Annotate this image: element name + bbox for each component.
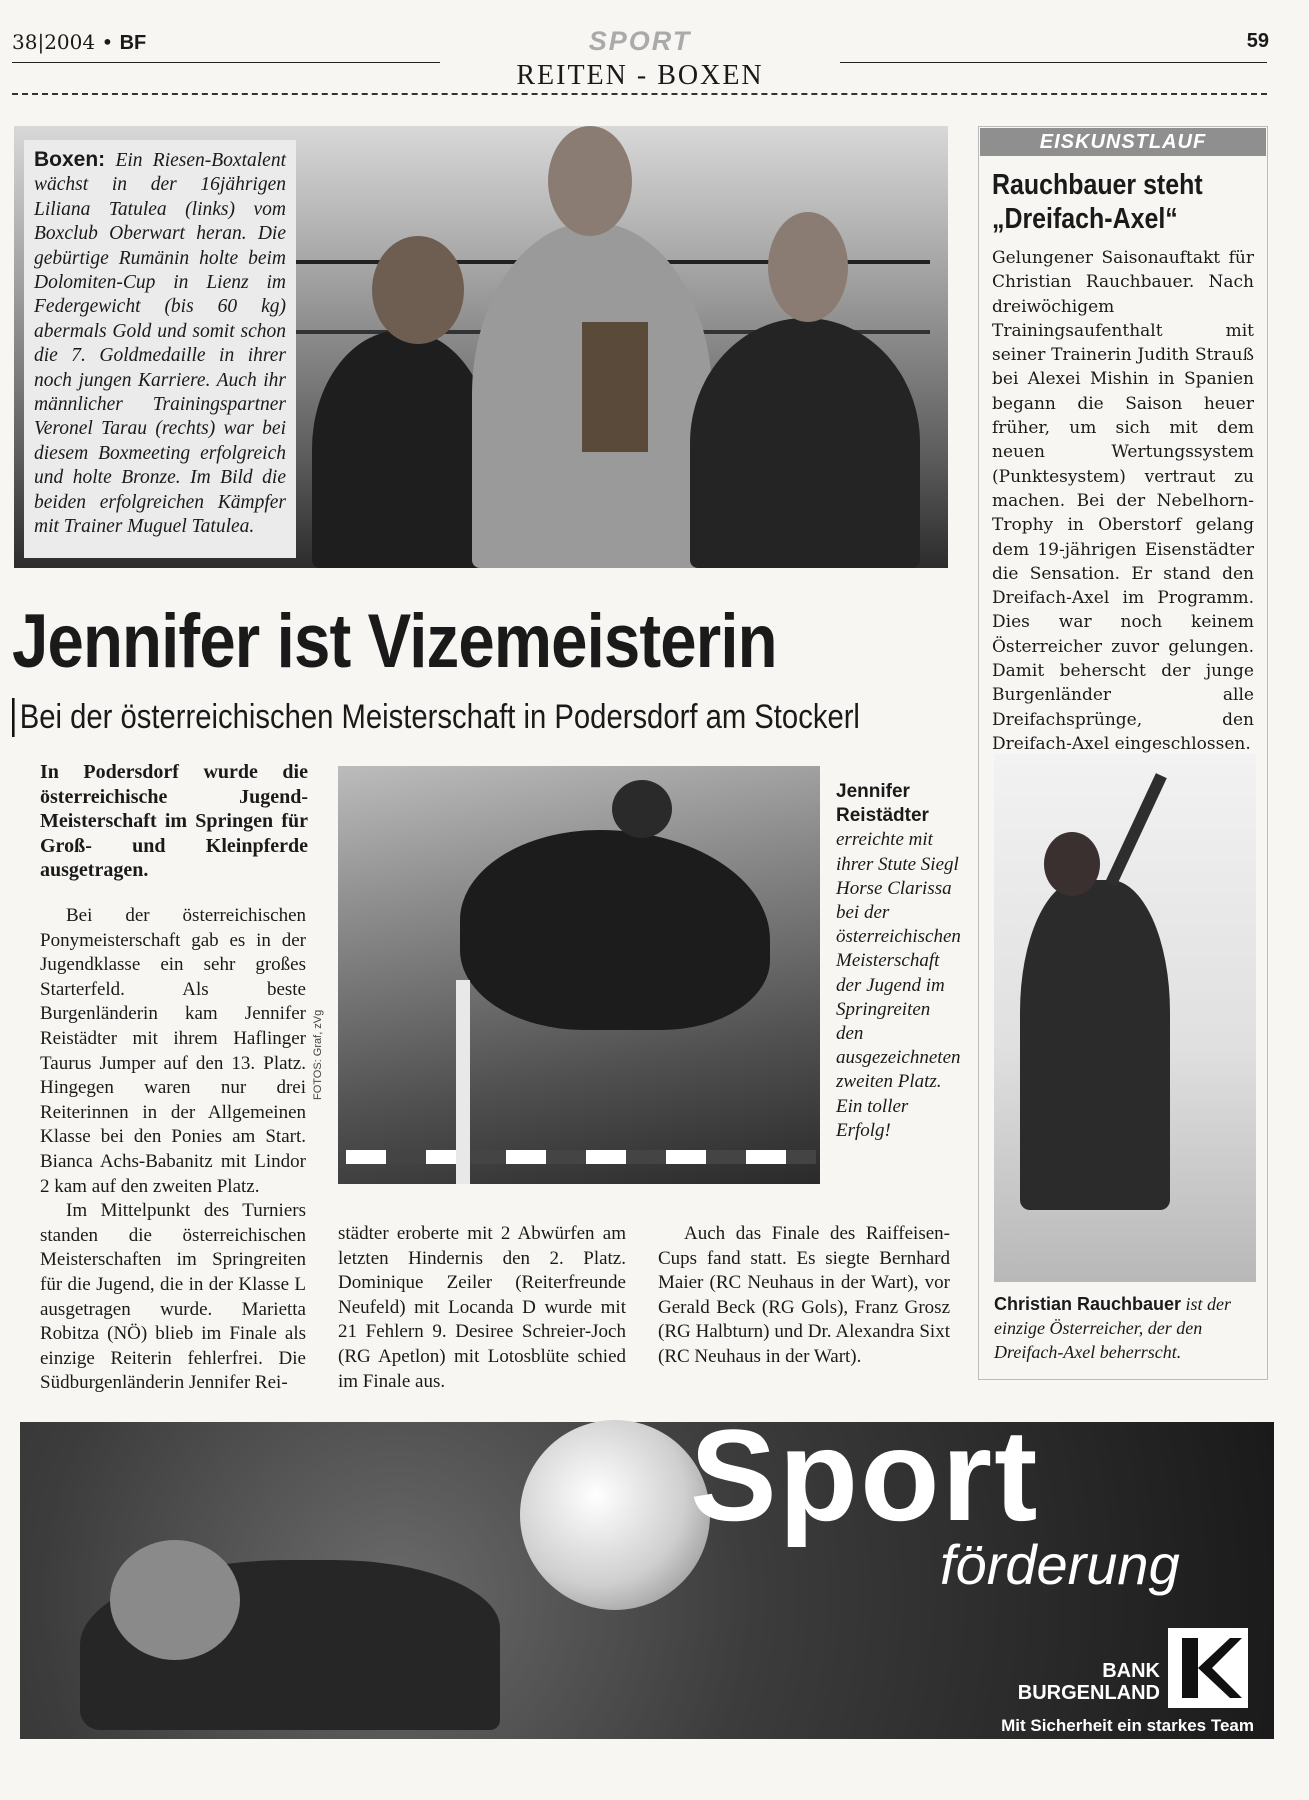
- ad-word-foerderung: förderung: [940, 1533, 1180, 1596]
- trophy: [582, 322, 648, 452]
- sidebar-title: Rauchbauer steht „Dreifach-Axel“: [992, 169, 1203, 235]
- bank-logo-icon-graphic: [1168, 1628, 1248, 1708]
- ad-word-sport: Sport: [690, 1402, 1040, 1548]
- boxer-right-head: [768, 212, 848, 322]
- bank-name: [1000, 1660, 1160, 1704]
- boxing-caption-lead: Boxen:: [34, 148, 106, 171]
- boxer-left-figure: [312, 330, 492, 568]
- article-paragraph: städter eroberte mit 2 Abwürfen am letzten Hindernis den 2. Platz. Dominique Zeiler (Reiterfreunde Neufeld) mit Locanda D wurde mit 21 Fehlern 9. Desiree Schreier-Joch (RG Apetlon) mit Lotosblüte schied im Finale aus.: [338, 1223, 626, 1392]
- sidebar-tag: EISKUNSTLAUF: [980, 128, 1266, 156]
- trainer-head: [548, 126, 632, 236]
- bank-name-line1: BANK: [1102, 1660, 1160, 1682]
- skater-caption: [994, 1292, 1256, 1364]
- rider-helmet: [612, 780, 672, 838]
- skater-figure: [1020, 880, 1170, 1210]
- section-tag: SPORT: [588, 26, 692, 56]
- bank-logo-icon: [1168, 1628, 1248, 1708]
- football-icon: [520, 1420, 710, 1610]
- show-jumping-caption: [836, 780, 961, 1143]
- bank-name-line2: BURGENLAND: [1017, 1682, 1160, 1704]
- page-number: 59: [1246, 30, 1269, 52]
- article-column-2: [338, 1222, 626, 1394]
- article-headline: Jennifer ist Vizemeisterin: [12, 599, 777, 684]
- article-column-1: [40, 904, 306, 1396]
- article-paragraph: Bei der österreichischen Ponymeisterschaft gab es in der Jugendklasse ein sehr großes Starterfeld. Als beste Burgenländerin kam Jennifer Reistädter mit ihrem Haflinger Taurus Jumper auf den 13. Platz. Hingegen waren nur drei Reiterinnen in der Allgemeinen Klasse bei den Ponies am Start. Bianca Achs-Babanitz mit Lindor 2 kam auf den zweiten Platz.: [40, 905, 306, 1197]
- show-jumping-caption-text: erreichte mit ihrer Stute Siegl Horse Clarissa bei der österreichischen Meisterschaft der Jugend im Springreiten den ausgezeichneten zweiten Platz. Ein toller Erfolg!: [836, 829, 961, 1141]
- header-dashed-rule: [12, 93, 1267, 95]
- paper-name: BF: [119, 32, 147, 54]
- article-subheadline: Bei der österreichischen Meisterschaft in Podersdorf am Stockerl: [12, 698, 845, 737]
- jump-stand: [456, 980, 470, 1184]
- boxer-right-figure: [690, 318, 920, 568]
- sidebar-body: Gelungener Saisonauftakt für Christian Rauchbauer. Nach dreiwöchigem Trainingsaufenthalt mit seiner Trainerin Judith Strauß bei Alexei Mishin in Spanien begann die Saison heuer früher, um sich mit dem neuen Wertungssystem (Punktesystem) vertraut zu machen. Bei der Nebelhorn-Trophy in Oberstorf gelang dem 19-jährigen Eisenstädter die Sensation. Er stand den Dreifach-Axel im Programm. Dies war noch keinem Österreicher zuvor gelungen. Damit beherscht der junge Burgenländer alle Dreifachsprünge, den Dreifach-Axel eingeschlossen.: [992, 248, 1254, 754]
- jump-pole: [346, 1150, 816, 1164]
- article-paragraph: Auch das Finale des Raiffeisen-Cups fand statt. Es siegte Bernhard Maier (RC Neuhaus in der Wart), vor Gerald Beck (RG Gols), Franz Grosz (RG Halbturn) und Dr. Alexandra Sixt (RC Neuhaus in der Wart).: [658, 1223, 950, 1367]
- skater-caption-lead: Christian Rauchbauer: [994, 1294, 1182, 1314]
- issue-info: [12, 30, 146, 55]
- boxer-left-head: [372, 236, 464, 344]
- ad-slogan: Mit Sicherheit ein starkes Team: [1001, 1716, 1254, 1735]
- show-jumping-caption-lead: Jennifer Reistädter: [836, 781, 929, 827]
- goalkeeper-head: [110, 1540, 240, 1660]
- boxing-caption: [24, 140, 296, 558]
- article-paragraph: Im Mittelpunkt des Turniers standen die österreichischen Meisterschaften im Springreiten für die Jugend, die in der Klasse L ausgetragen wurde. Marietta Robitza (NÖ) blieb im Finale als einzige Reiterin fehlerfrei. Die Südburgenländerin Jennifer Rei-: [40, 1200, 306, 1394]
- section-title: REITEN - BOXEN: [440, 60, 840, 92]
- skater-caption-text: ist der einzige Österreicher, der den Dreifach-Axel beherrscht.: [994, 1294, 1232, 1362]
- issue-number: 38|2004 •: [12, 30, 114, 54]
- photo-credit: FOTOS: Graf, zVg: [312, 1009, 324, 1100]
- article-lead: In Podersdorf wurde die österreichische Jugend-Meisterschaft im Springen für Groß- und Kleinpferde ausgetragen.: [40, 761, 308, 881]
- skater-head: [1044, 832, 1100, 896]
- article-column-3: [658, 1222, 950, 1370]
- boxing-caption-text: Ein Riesen-Boxtalent wächst in der 16jährigen Liliana Tatulea (links) vom Boxclub Oberwart heran. Die gebürtige Rumänin holte beim Dolomiten-Cup in Lienz im Federgewicht (bis 60 kg) abermals Gold und somit schon die 7. Goldmedaille in ihrer noch jungen Karriere. Auch ihr männlicher Trainingspartner Veronel Tarau (rechts) war bei diesem Boxmeeting erfolgreich und holte Bronze. Im Bild die beiden erfolgreichen Kämpfer mit Trainer Muguel Tatulea.: [34, 150, 286, 538]
